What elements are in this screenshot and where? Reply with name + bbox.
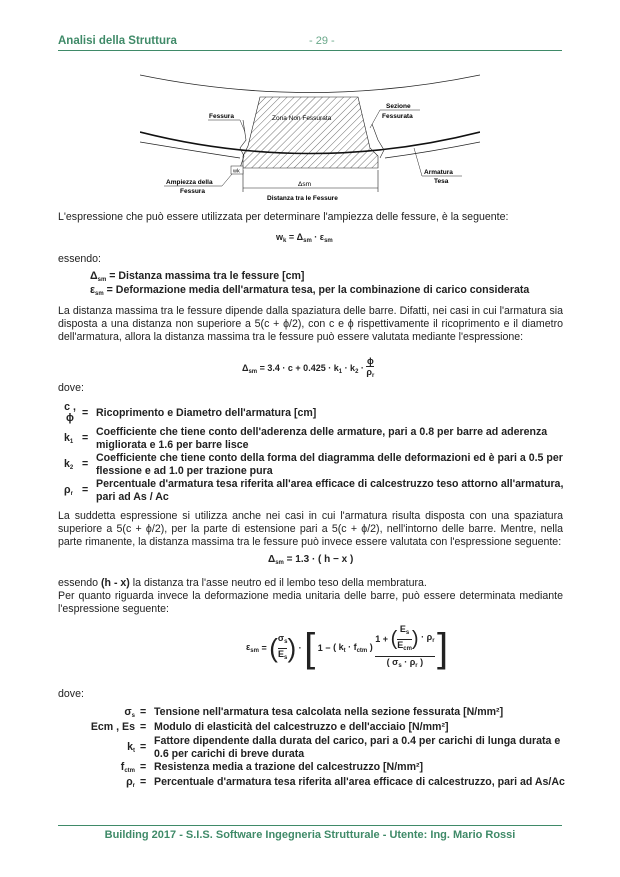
sezione-label-1: Sezione [386, 103, 411, 110]
def-delta-sm: $\Delta_{sm}$ = Distanza massima tra le fessure [cm] [90, 270, 305, 283]
header-title: Analisi della Struttura [58, 35, 177, 47]
paragraph-intro: L'espressione che può essere utilizzata per determinare l'ampiezza delle fessure, è la seguente: [58, 211, 509, 223]
dove-label-1: dove: [58, 382, 84, 394]
definitions-1 [58, 270, 563, 300]
footer-divider [58, 825, 562, 826]
equation-eps-sm: $\varepsilon_{sm}$ = ( $\frac{\sigma_s}{E_s}$ ) · [ 1 − ( $k_t \cdot f_{ctm}$ ) 1 + ( $E_s$ $E_{cm}$ ) · $\rho_r$ ( $\sigma_s \cdot \rho_r$ ) ] [246, 624, 449, 670]
sezione-label-2: Fessurata [382, 113, 413, 120]
fessura-label: Fessura [209, 113, 234, 120]
paragraph-distance: La distanza massima tra le fessure dipende dalla spaziatura delle barre. Difatti, nei casi in cui l'armatura sia disposta a una distanza non superiore a 5(c + ϕ/2), con c e ϕ rispettivamente il ricoprimento e il diametro dell'armatura, allora la distanza massima tra le fessure può essere valutata mediante l'espressione: [58, 305, 563, 344]
ampiezza-label-2: Fessura [180, 188, 205, 195]
equation-delta-sm: $\Delta_{sm} = 3.4 \cdot c + 0.425 \cdot k_1 \cdot k_2$ · $\frac{\phi}{\rho_r}$ [242, 356, 375, 379]
paragraph-essendo: essendo (h - x) la distanza tra l'asse neutro ed il lembo teso della membratura. [58, 577, 427, 589]
page-header [58, 34, 562, 51]
delta-sm-label: Δsm [298, 181, 312, 188]
wk-label: wk [233, 168, 240, 175]
dove-label-2: dove: [58, 688, 84, 700]
armatura-label-1: Armatura [424, 169, 453, 176]
distanza-label: Distanza tra le Fessure [267, 195, 338, 202]
equation-delta-sm-alt: $\Delta_{sm} = 1.3$ · ( h − x ) [268, 554, 354, 566]
def-eps-sm: $\varepsilon_{sm}$ = Deformazione media dell'armatura tesa, per la combinazione di carico considerata [90, 284, 530, 297]
paragraph-deformazione: Per quanto riguarda invece la deformazione media unitaria delle barre, può essere determinata mediante l'espressione seguente: [58, 590, 563, 616]
page-number: - 29 - [309, 35, 335, 47]
essendo-label: essendo: [58, 253, 101, 265]
ampiezza-label-1: Ampiezza della [166, 179, 213, 186]
page-footer: Building 2017 - S.I.S. Software Ingegneria Strutturale - Utente: Ing. Mario Rossi [104, 829, 516, 841]
crack-diagram [140, 60, 480, 210]
zona-label: Zona Non Fessurata [272, 115, 332, 122]
paragraph-spacing: La suddetta espressione si utilizza anche nei casi in cui l'armatura risulta disposta con una spaziatura superiore a 5(c + ϕ/2), per la parte di estensione pari a 5(c + ϕ/2), nell'intorno delle barre. Mentre, nella parte rimanente, la distanza massima tra le fessure può invece essere valutata con l'espressione seguente: [58, 510, 563, 549]
armatura-label-2: Tesa [434, 178, 449, 185]
equation-wk: $w_k = \Delta_{sm} \cdot \varepsilon_{sm}$ [276, 232, 333, 244]
